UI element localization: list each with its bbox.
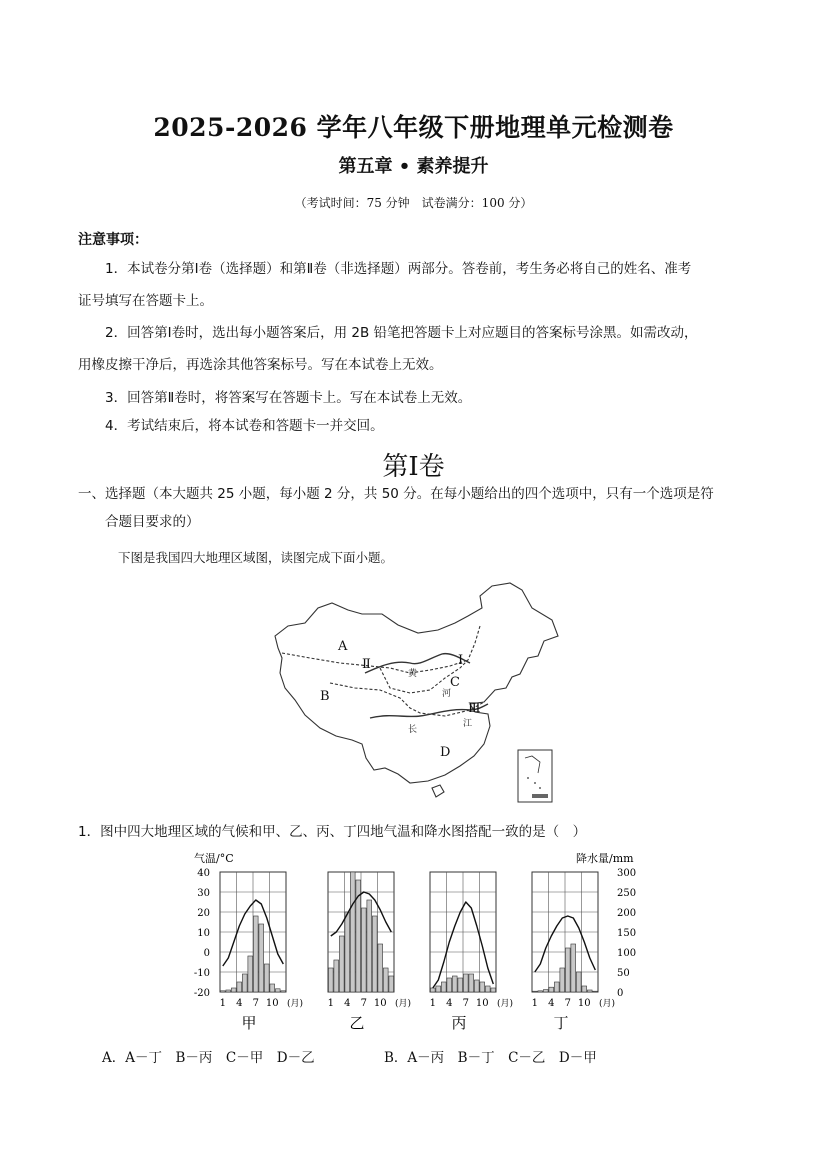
precip-bar <box>328 968 333 992</box>
chart-panel-name: 丙 <box>451 1014 467 1032</box>
month-tick-label: 1 <box>531 998 538 1009</box>
month-unit-label: (月) <box>395 999 412 1009</box>
temp-tick-label: 30 <box>197 888 210 899</box>
river-label-chang: 长 <box>408 725 418 735</box>
boundary-line-3 <box>330 683 484 716</box>
precip-bar <box>538 991 543 992</box>
month-unit-label: (月) <box>599 999 616 1009</box>
precip-bar <box>463 974 468 992</box>
month-tick-label: 10 <box>265 998 279 1009</box>
precip-bar <box>367 900 372 992</box>
map-label-c: C <box>450 675 460 690</box>
month-tick-label: 1 <box>219 998 226 1009</box>
map-boundary-iii: Ⅲ <box>468 701 481 716</box>
left-axis-label: 气温/°C <box>194 852 234 865</box>
precip-bar <box>248 956 253 992</box>
precip-bar <box>469 974 474 992</box>
river-label-huang: 黄 <box>408 669 418 679</box>
chart-panel-name: 丁 <box>553 1014 569 1032</box>
precip-bar <box>389 976 394 992</box>
precip-bar <box>582 986 587 992</box>
precip-bar <box>458 978 463 992</box>
temp-tick-label: 20 <box>197 908 210 919</box>
month-tick-label: 10 <box>373 998 387 1009</box>
notice-item-4: 4．考试结束后，将本试卷和答题卡一并交回。 <box>105 418 384 434</box>
china-region-map <box>270 578 560 806</box>
precip-bar <box>491 988 496 992</box>
month-tick-label: 7 <box>564 998 571 1009</box>
month-tick-label: 4 <box>548 998 555 1009</box>
precip-bar <box>339 936 344 992</box>
notice-item-1: 1．本试卷分第Ⅰ卷（选择题）和第Ⅱ卷（非选择题）两部分。答卷前，考生务必将自己的姓名、准考 <box>105 261 692 277</box>
notice-item-2: 2．回答第Ⅰ卷时，选出每小题答案后，用 2B 铅笔把答题卡上对应题目的答案标号涂黑。如需改动， <box>105 325 698 341</box>
precip-bar <box>532 991 537 992</box>
month-tick-label: 4 <box>236 998 243 1009</box>
map-label-a: A <box>338 639 348 654</box>
precip-bar <box>226 990 231 992</box>
precip-bar <box>345 912 350 992</box>
precip-bar <box>543 990 548 992</box>
boundary-line-2 <box>282 653 468 673</box>
temp-tick-label: 10 <box>197 928 210 939</box>
section-title: 第Ⅰ卷 <box>382 452 445 482</box>
precip-bar <box>554 982 559 992</box>
part-heading: 一、选择题（本大题共 25 小题，每小题 2 分，共 50 分。在每小题给出的四个选项中，只有一个选项是符 <box>78 486 714 502</box>
precip-tick-label: 200 <box>617 908 637 919</box>
temp-tick-label: -10 <box>193 968 210 979</box>
precip-bar <box>334 960 339 992</box>
climate-charts <box>180 846 680 1036</box>
precip-bar <box>253 916 258 992</box>
precip-tick-label: 250 <box>617 888 637 899</box>
chart-panel-name: 乙 <box>349 1014 365 1032</box>
precip-tick-label: 150 <box>617 928 637 939</box>
map-boundary-i: Ⅰ <box>458 653 464 668</box>
precip-bar <box>593 991 598 992</box>
precip-bar <box>350 872 355 992</box>
precip-tick-label: 50 <box>617 968 630 979</box>
month-unit-label: (月) <box>497 999 514 1009</box>
precip-bar <box>275 989 280 992</box>
precip-bar <box>220 991 225 992</box>
precip-bar <box>549 987 554 992</box>
precip-bar <box>237 982 242 992</box>
precip-bar <box>441 982 446 992</box>
question-1-stem: 1．图中四大地理区域的气候和甲、乙、丙、丁四地气温和降水图搭配一致的是（ ） <box>78 824 587 840</box>
month-tick-label: 4 <box>446 998 453 1009</box>
right-axis-label: 降水量/mm <box>576 852 634 865</box>
precip-bar <box>480 982 485 992</box>
precip-bar <box>560 968 565 992</box>
precip-bar <box>259 924 264 992</box>
precip-bar <box>378 944 383 992</box>
month-tick-label: 1 <box>327 998 334 1009</box>
month-tick-label: 10 <box>577 998 591 1009</box>
hainan-island <box>432 785 444 797</box>
precip-bar <box>485 986 490 992</box>
page-title: 2025-2026 学年八年级下册地理单元检测卷 <box>153 113 674 142</box>
map-boundary-ii: Ⅱ <box>362 657 371 672</box>
precip-bar <box>430 988 435 992</box>
notice-item-2-cont: 用橡皮擦干净后，再选涂其他答案标号。写在本试卷上无效。 <box>78 357 443 373</box>
river-label-jiang: 江 <box>463 719 473 729</box>
south-sea-inset <box>518 750 552 802</box>
precip-bar <box>576 972 581 992</box>
precip-bar <box>242 974 247 992</box>
month-unit-label: (月) <box>287 999 304 1009</box>
china-outline <box>275 583 558 783</box>
precip-bar <box>372 916 377 992</box>
chart-panel-name: 甲 <box>241 1014 257 1032</box>
month-tick-label: 4 <box>344 998 351 1009</box>
option-b[interactable]: B．A－丙 B－丁 C－乙 D－甲 <box>384 1050 597 1066</box>
precip-bar <box>447 978 452 992</box>
temp-tick-label: -20 <box>193 988 210 999</box>
map-label-b: B <box>320 689 330 704</box>
precip-bar <box>474 980 479 992</box>
precip-tick-label: 100 <box>617 948 637 959</box>
precip-tick-label: 0 <box>617 988 624 999</box>
precip-bar <box>452 976 457 992</box>
notice-item-3: 3．回答第Ⅱ卷时，将答案写在答题卡上。写在本试卷上无效。 <box>105 390 472 406</box>
month-tick-label: 7 <box>360 998 367 1009</box>
month-tick-label: 10 <box>475 998 489 1009</box>
precip-bar <box>264 964 269 992</box>
notice-heading: 注意事项： <box>78 232 148 248</box>
exam-info: （考试时间：75 分钟 试卷满分：100 分） <box>294 196 533 210</box>
precip-tick-label: 300 <box>617 868 637 879</box>
precip-bar <box>436 986 441 992</box>
precip-bar <box>565 948 570 992</box>
river-label-he: 河 <box>442 689 452 699</box>
part-heading-cont: 合题目要求的） <box>105 514 200 530</box>
precip-bar <box>361 908 366 992</box>
map-label-d: D <box>440 745 451 760</box>
precip-bar <box>281 991 286 992</box>
precip-bar <box>231 988 236 992</box>
notice-item-1-cont: 证号填写在答题卡上。 <box>78 293 213 309</box>
month-tick-label: 7 <box>462 998 469 1009</box>
temp-tick-label: 40 <box>197 868 210 879</box>
temp-tick-label: 0 <box>203 948 210 959</box>
precip-bar <box>571 944 576 992</box>
precip-bar <box>587 990 592 992</box>
page-subtitle: 第五章 • 素养提升 <box>338 156 489 177</box>
precip-bar <box>270 984 275 992</box>
precip-bar <box>383 968 388 992</box>
month-tick-label: 7 <box>252 998 259 1009</box>
month-tick-label: 1 <box>429 998 436 1009</box>
option-a[interactable]: A．A－丁 B－丙 C－甲 D－乙 <box>102 1050 315 1066</box>
map-intro: 下图是我国四大地理区域图，读图完成下面小题。 <box>118 550 394 565</box>
